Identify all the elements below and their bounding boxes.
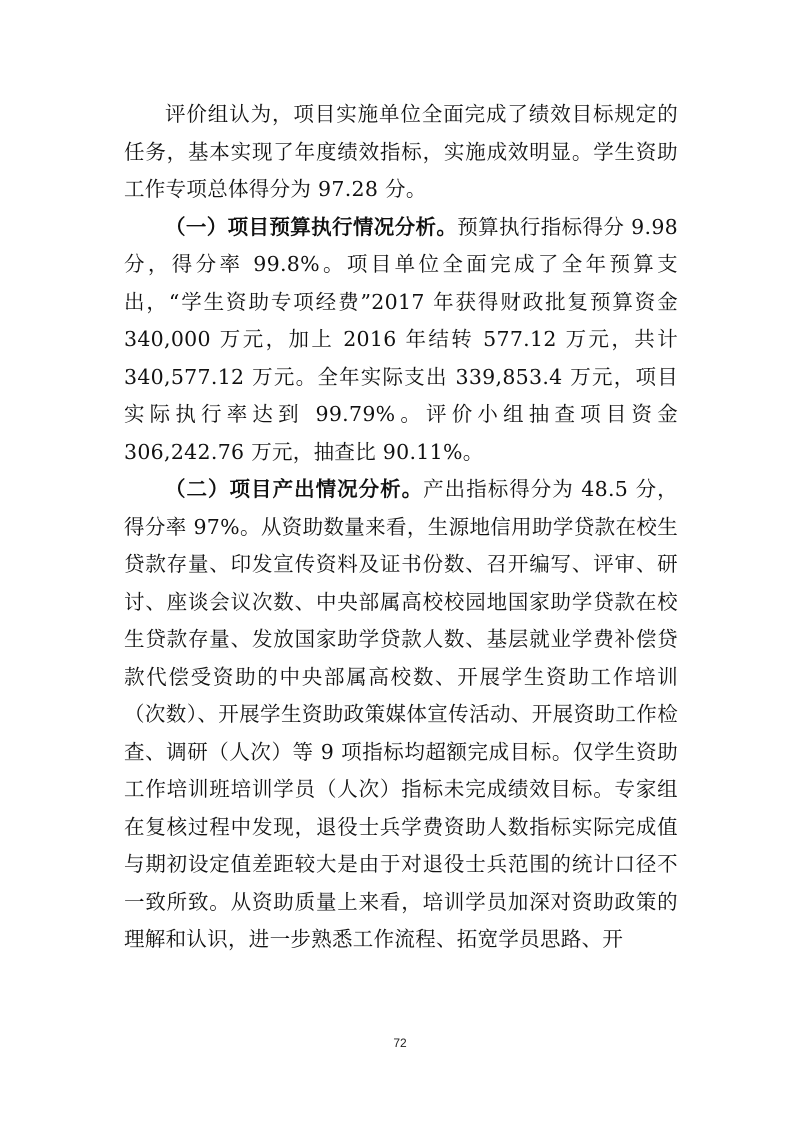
paragraph-budget-execution: [124, 209, 678, 472]
paragraph-output-analysis: [124, 471, 678, 959]
page-number: 72: [393, 1036, 407, 1050]
paragraph-text: 评价组认为，项目实施单位全面完成了绩效目标规定的任务，基本实现了年度绩效指标，实施成效明显。学生资助工作专项总体得分为 97.28 分。: [124, 102, 678, 201]
document-body: [124, 96, 678, 959]
section-body-budget: 预算执行指标得分 9.98 分，得分率 99.8%。项目单位全面完成了全年预算支出，“学生资助专项经费”2017 年获得财政批复预算资金 340,000 万元，加上 2016 年结转 577.12 万元，共计 340,577.12 万元。全年实际支出 339,853.4 万元，项目实际执行率达到 99.79%。评价小组抽查项目资金 306,242.76 万元，抽查比 90.11%。: [124, 214, 679, 464]
section-body-output: 产出指标得分为 48.5 分，得分率 97%。从资助数量来看，生源地信用助学贷款在校生贷款存量、印发宣传资料及证书份数、召开编写、评审、研讨、座谈会议次数、中央部属高校校园地国家助学贷款在校生贷款存量、发放国家助学贷款人数、基层就业学费补偿贷款代偿受资助的中央部属高校数、开展学生资助工作培训（次数）、开展学生资助政策媒体宣传活动、开展资助工作检查、调研（人次）等 9 项指标均超额完成目标。仅学生资助工作培训班培训学员（人次）指标未完成绩效目标。专家组在复核过程中发现，退役士兵学费资助人数指标实际完成值与期初设定值差距较大是由于对退役士兵范围的统计口径不一致所致。从资助质量上来看，培训学员加深对资助政策的理解和认识，进一步熟悉工作流程、拓宽学员思路、开: [124, 477, 678, 951]
section-heading-output: （二）项目产出情况分析。: [165, 477, 424, 501]
section-heading-budget: （一）项目预算执行情况分析。: [165, 214, 458, 239]
paragraph-evaluation-summary: [124, 96, 678, 209]
